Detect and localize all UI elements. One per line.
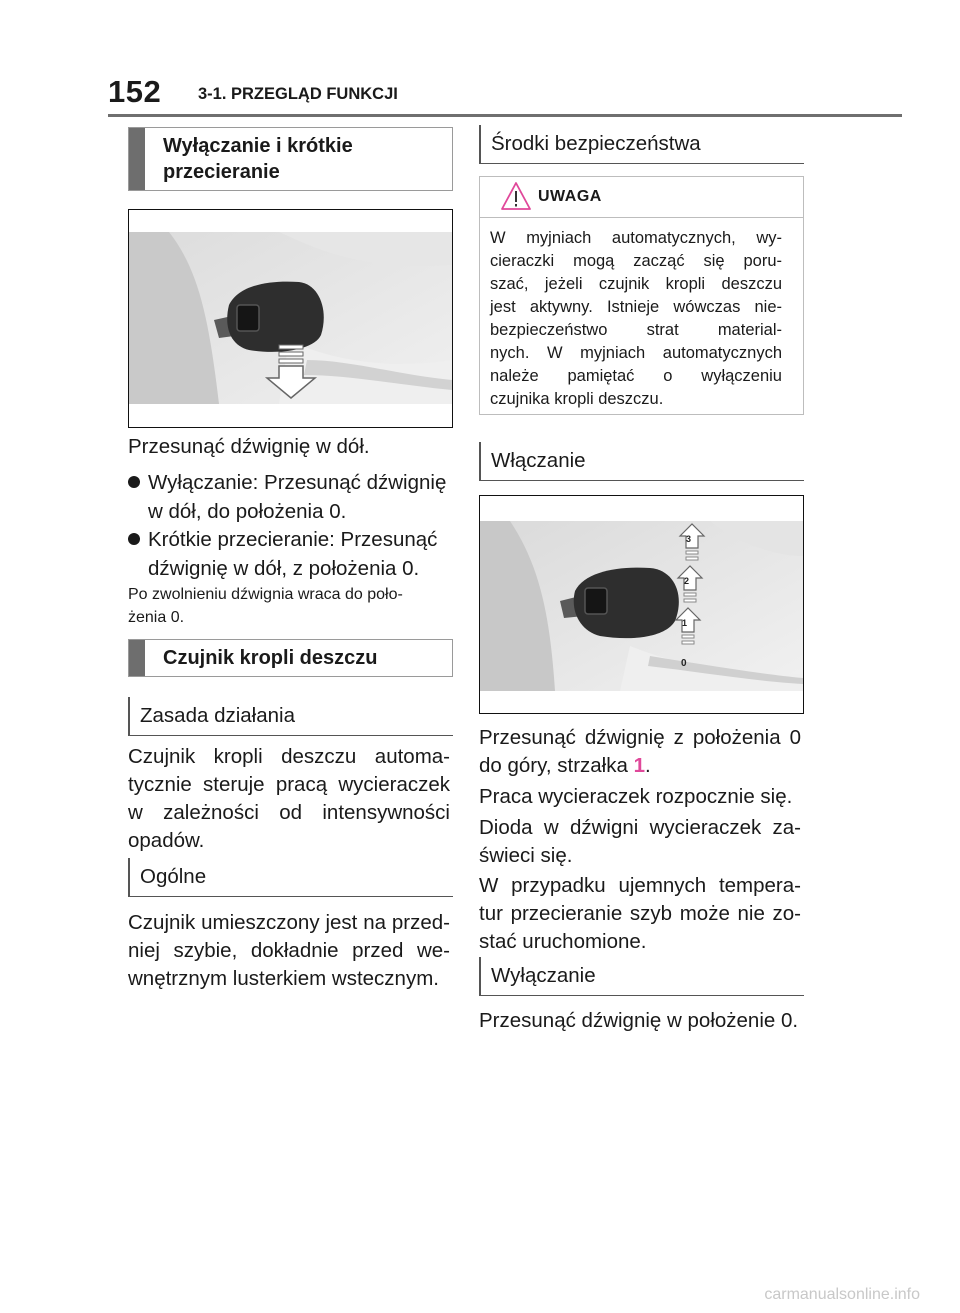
subheading-general-text: Ogólne: [140, 865, 207, 888]
heading-line-2: przecieranie: [163, 161, 280, 183]
principle-line-4: opadów.: [128, 829, 205, 852]
warning-line: należe pamiętać o wyłączeniu: [490, 367, 782, 385]
warning-line: szać, jeżeli czujnik kropli deszczu: [490, 275, 782, 293]
on-line-8: stać uruchomione.: [479, 930, 647, 953]
header-divider: [108, 114, 902, 117]
page-number: 152: [108, 74, 162, 109]
general-line-3: wnętrznym lusterkiem wstecznym.: [128, 967, 439, 990]
on-line-7: tur przecieranie szyb może nie zo-: [479, 902, 801, 925]
warning-line: nych. W myjniach automatycznych: [490, 344, 782, 362]
general-line-1: Czujnik umieszczony jest na przed-: [128, 911, 450, 934]
on-line-3: Praca wycieraczek rozpocznie się.: [479, 785, 793, 808]
caption-lever-down: Przesunąć dźwignię w dół.: [128, 435, 370, 458]
bullet-off-line-2: w dół, do położenia 0.: [148, 500, 347, 523]
on-line-5: świeci się.: [479, 844, 573, 867]
note-line-1: Po zwolnieniu dźwignia wraca do poło-: [128, 586, 403, 603]
lever-up-illustration: [480, 496, 803, 713]
principle-line-2: tycznie steruje pracą wycieraczek: [128, 773, 450, 796]
subheading-on-text: Włączanie: [491, 449, 586, 472]
heading-rain-sensor-text: Czujnik kropli deszczu: [163, 647, 378, 669]
warning-text: [490, 227, 782, 411]
subheading-off: [479, 957, 804, 996]
arrow-number: 1: [633, 754, 645, 777]
subheading-on: [479, 442, 804, 481]
warning-line: jest aktywny. Istnieje wówczas nie-: [490, 298, 782, 316]
heading-line-1: Wyłączanie i krótkie: [163, 135, 353, 157]
heading-bar: [129, 640, 145, 676]
bullet-short-line-1: Krótkie przecieranie: Przesunąć: [148, 528, 438, 551]
general-line-2: niej szybie, dokładnie przed we-: [128, 939, 450, 962]
on-line-2-end: .: [644, 754, 651, 777]
heading-bar: [129, 128, 145, 190]
on-line-1: Przesunąć dźwignię z położenia 0: [479, 726, 801, 749]
on-line-4: Dioda w dźwigni wycieraczek za-: [479, 816, 801, 839]
on-line-2: [479, 752, 801, 780]
warning-line: cieraczki mogą zacząć się poru-: [490, 252, 782, 270]
warning-triangle-icon: [500, 181, 532, 211]
section-title: 3-1. PRZEGLĄD FUNKCJI: [198, 85, 398, 103]
warning-box: [479, 176, 804, 415]
on-line-6: W przypadku ujemnych tempera-: [479, 874, 801, 897]
principle-line-1: Czujnik kropli deszczu automa-: [128, 745, 450, 768]
warning-line: czujnika kropli deszczu.: [490, 390, 664, 408]
position-1-label: 1: [682, 618, 688, 628]
bullet-dot: [128, 476, 140, 488]
subheading-general: [128, 858, 453, 897]
subheading-safety-text: Środki bezpieczeństwa: [491, 132, 701, 155]
bullet-off-line-1: Wyłączanie: Przesunąć dźwignię: [148, 471, 447, 494]
warning-line: bezpieczeństwo strat material-: [490, 321, 782, 339]
principle-line-3: w zależności od intensywności: [128, 801, 450, 824]
off-line-1: Przesunąć dźwignię w położenie 0.: [479, 1009, 799, 1032]
figure-lever-up: [479, 495, 804, 714]
on-line-2-text: do góry, strzałka: [479, 754, 634, 777]
watermark: carmanualsonline.info: [764, 1286, 920, 1303]
lever-down-illustration: [129, 210, 452, 427]
subheading-off-text: Wyłączanie: [491, 964, 596, 987]
note-line-2: żenia 0.: [128, 609, 185, 626]
position-2-label: 2: [684, 576, 690, 586]
warning-header: [480, 177, 803, 218]
figure-lever-down: [128, 209, 453, 428]
subheading-safety: [479, 125, 804, 164]
subheading-principle: [128, 697, 453, 736]
position-3-label: 3: [686, 534, 692, 544]
bullet-short-line-2: dźwignię w dół, z położenia 0.: [148, 557, 420, 580]
bullet-off: [128, 468, 458, 526]
heading-off-short-wipe: [128, 127, 453, 191]
heading-rain-sensor: [128, 639, 453, 677]
bullet-short-wipe: [128, 525, 458, 583]
subheading-principle-text: Zasada działania: [140, 704, 295, 727]
position-0-label: 0: [681, 658, 687, 669]
warning-line: W myjniach automatycznych, wy-: [490, 229, 782, 247]
warning-label: UWAGA: [538, 188, 602, 205]
bullet-dot: [128, 533, 140, 545]
